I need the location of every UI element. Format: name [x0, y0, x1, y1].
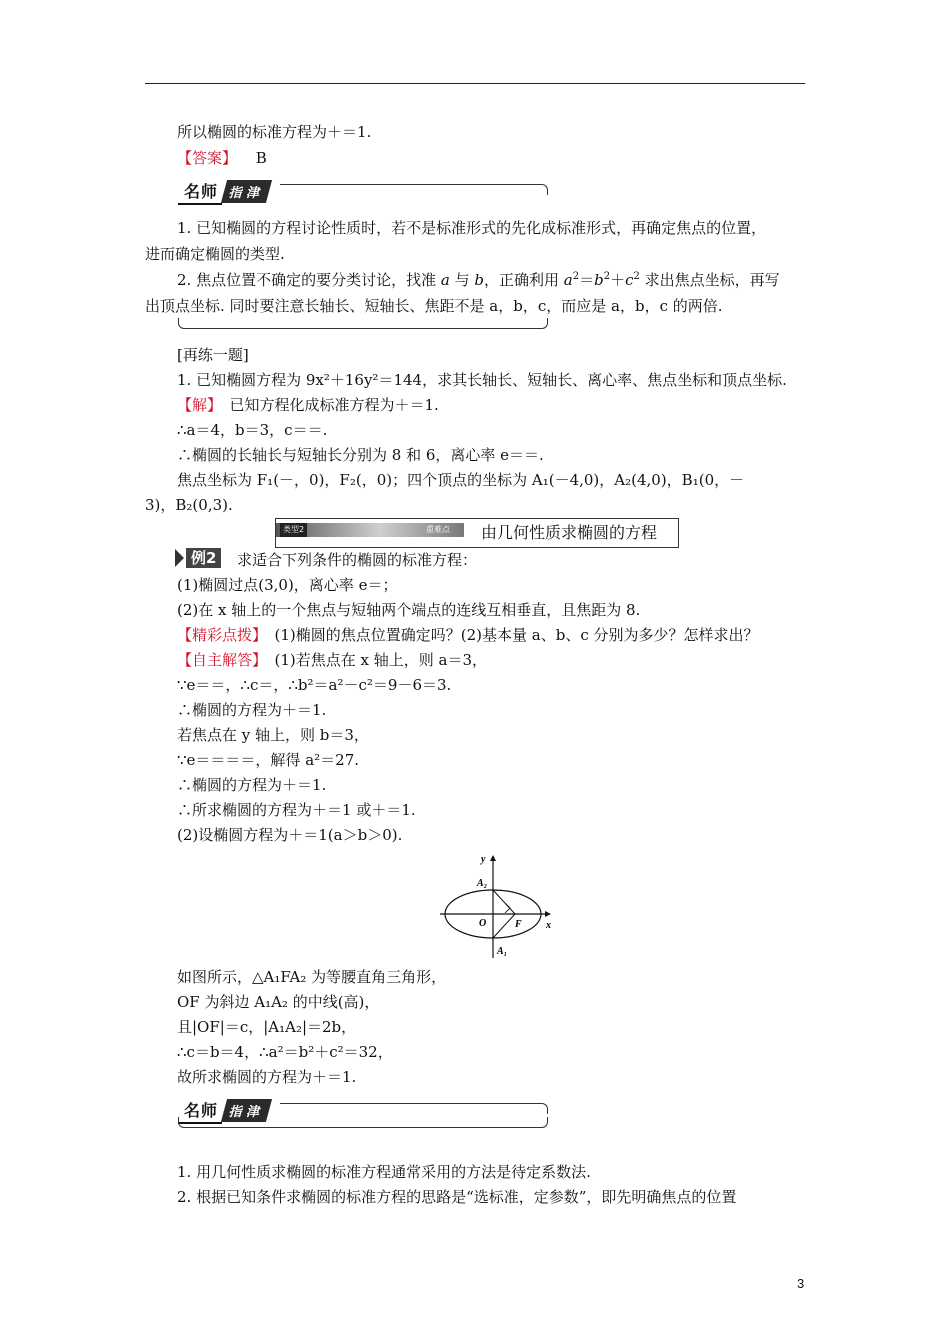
text-line: (1)椭圆过点(3,0)，离心率 e＝；: [177, 576, 398, 594]
a1-label: A₁: [497, 946, 508, 957]
f-label: F: [515, 919, 522, 930]
text-line: ∴c＝b＝4，∴a²＝b²＋c²＝32，: [177, 1043, 393, 1061]
hint-text: (1)椭圆的焦点位置确定吗？(2)基本量 a、b、c 分别为多少？怎样求出？: [259, 626, 759, 644]
teacher-tip-label: [178, 178, 269, 205]
tip-border-top: [280, 1103, 548, 1114]
a2-label: A₂: [477, 878, 488, 889]
text-line: ∴所求椭圆的方程为＋＝1 或＋＝1.: [177, 801, 416, 819]
header-rule: [145, 83, 805, 84]
example-number: 例2: [186, 548, 221, 568]
segment-a2-f: [493, 890, 515, 914]
type-tag: 类型2: [280, 523, 307, 537]
question-text: 1. 已知椭圆方程为 9x²＋16y²＝144，求其长轴长、短轴长、离心率、焦点坐标和顶点坐标.: [177, 371, 787, 389]
solution-text: 已知方程化成标准方程为＋＝1.: [214, 396, 439, 414]
answer-value: B: [255, 149, 267, 167]
self-solution-label: 【自主解答】: [177, 651, 260, 669]
ellipse-figure: [435, 852, 555, 962]
answer-line: [177, 148, 267, 168]
hint-line: [177, 625, 759, 645]
solution-line: [177, 395, 439, 415]
type-header-graphic: [276, 519, 466, 547]
o-label: O: [479, 918, 487, 929]
page-number: 3: [797, 1276, 805, 1291]
text-line: (2)设椭圆方程为＋＝1(a＞b＞0).: [177, 826, 403, 844]
self-solution-line: [177, 650, 487, 670]
tip-border-bottom: [178, 1117, 548, 1128]
tip-text-part: 2. 焦点位置不确定的要分类讨论，找准: [177, 271, 441, 289]
text-line: 且|OF|＝c，|A₁A₂|＝2b，: [177, 1018, 357, 1036]
text-line: 所以椭圆的标准方程为＋＝1.: [177, 123, 372, 141]
text-line: 若焦点在 y 轴上，则 b＝3，: [177, 726, 369, 744]
section-title: 由几何性质求椭圆的方程: [481, 523, 658, 542]
hint-label: 【精彩点拨】: [177, 626, 260, 644]
segment-a1-f: [493, 914, 515, 938]
tip-text-part: ，正确利用: [483, 271, 564, 289]
example-label: [175, 548, 221, 568]
tip-ming: 名师: [178, 1097, 222, 1124]
example-marker-icon: [175, 549, 184, 567]
tip-zhi: 指 津: [221, 1099, 272, 1122]
text-line: 如图所示，△A₁FA₂ 为等腰直角三角形，: [177, 968, 447, 986]
text-line: ∴椭圆的长轴长与短轴长分别为 8 和 6，离心率 e＝＝.: [177, 446, 544, 464]
tip-border-bottom: [178, 318, 548, 329]
section-type-header: [275, 518, 679, 548]
tip-text: 2. 焦点位置不确定的要分类讨论，找准 a 与 b，正确利用 $a^2=b^2+c^2$ 求出焦点坐标，再写: [177, 271, 780, 289]
text-line: (2)在 x 轴上的一个焦点与短轴两个端点的连线互相垂直，且焦距为 8.: [177, 601, 641, 619]
text-line: ∵e＝＝，∴c＝，∴b²＝a²－c²＝9－6＝3.: [177, 676, 452, 694]
tip-text-part: 求出焦点坐标，再写: [639, 271, 780, 289]
text-line: ∴椭圆的方程为＋＝1.: [177, 776, 327, 794]
y-axis-arrow-icon: [490, 855, 496, 861]
tip-text: 1. 用几何性质求椭圆的标准方程通常采用的方法是待定系数法.: [177, 1163, 591, 1181]
answer-label: 【答案】: [177, 149, 238, 167]
tip-text: 2. 根据已知条件求椭圆的标准方程的思路是“选标准，定参数”，即先明确焦点的位置: [177, 1188, 737, 1206]
type-tag-2: 重难点: [426, 525, 450, 534]
y-label: y: [481, 854, 486, 865]
tip-text: 出顶点坐标. 同时要注意长轴长、短轴长、焦距不是 a，b，c，而应是 a，b，c 的两倍.: [145, 297, 723, 315]
text-line: ∴a＝4，b＝3，c＝＝.: [177, 421, 328, 439]
tip-text: 进而确定椭圆的类型.: [145, 245, 285, 263]
tip-ming: 名师: [178, 178, 222, 205]
text-line: ∴椭圆的方程为＋＝1.: [177, 701, 327, 719]
text-line: ∵e＝＝＝＝，解得 a²＝27.: [177, 751, 360, 769]
tip-zhi: 指 津: [221, 180, 272, 203]
text-line: 3)，B₂(0,3).: [145, 496, 233, 514]
text-line: OF 为斜边 A₁A₂ 的中线(高)，: [177, 993, 380, 1011]
x-axis-arrow-icon: [545, 911, 551, 917]
text-line: 故所求椭圆的方程为＋＝1.: [177, 1068, 357, 1086]
tip-border-top: [280, 184, 548, 195]
example-text: 求适合下列条件的椭圆的标准方程：: [222, 551, 478, 569]
x-label: x: [546, 920, 551, 931]
tip-text-part: 与: [449, 271, 475, 289]
self-solution-text: (1)若焦点在 x 轴上，则 a＝3，: [259, 651, 488, 669]
tip-text: 1. 已知椭圆的方程讨论性质时，若不是标准形式的先化成标准形式，再确定焦点的位置，: [177, 219, 767, 237]
text-line: 焦点坐标为 F₁(－，0)，F₂(，0)；四个顶点的坐标为 A₁(－4,0)，A₂(4,0)，B₁(0，－: [177, 471, 745, 489]
solution-label: 【解】: [177, 396, 215, 414]
practice-heading: [再练一题]: [177, 346, 249, 364]
teacher-tip-box: [178, 1097, 548, 1137]
